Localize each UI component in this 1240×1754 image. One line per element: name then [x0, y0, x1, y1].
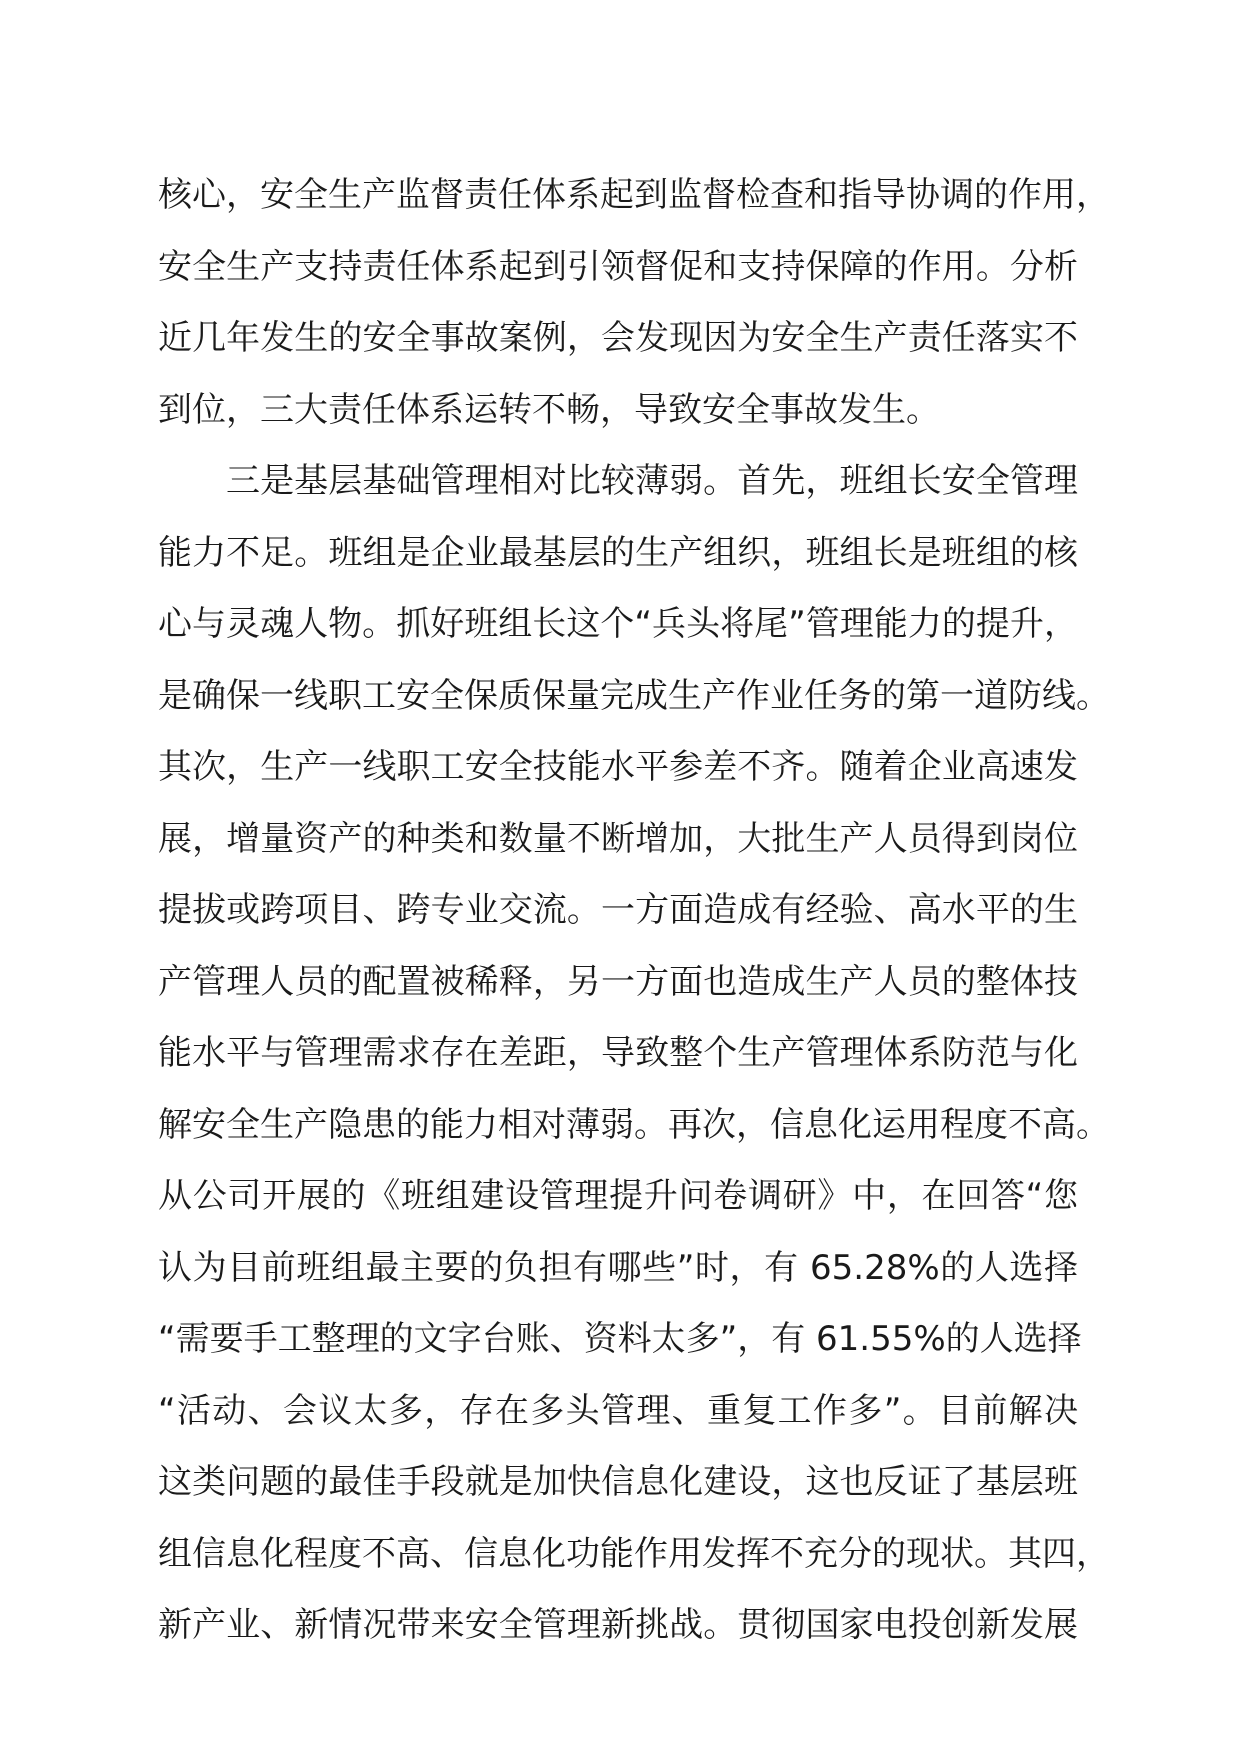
text-line: 产管理人员的配置被稀释，另一方面也造成生产人员的整体技	[158, 961, 1078, 1002]
body-text	[158, 160, 1110, 1662]
text-line: 安全生产支持责任体系起到引领督促和支持保障的作用。分析	[158, 246, 1078, 287]
text-line: 这类问题的最佳手段就是加快信息化建设，这也反证了基层班	[158, 1462, 1078, 1502]
text-line: 解安全生产隐患的能力相对薄弱。再次，信息化运用程度不高。	[158, 1104, 1110, 1145]
text-line: 认为目前班组最主要的负担有哪些”时，有 65.28%的人选择	[158, 1247, 1078, 1288]
text-line: “需要手工整理的文字台账、资料太多”，有 61.55%的人选择	[158, 1319, 1082, 1359]
text-line: 提拔或跨项目、跨专业交流。一方面造成有经验、高水平的生	[158, 890, 1078, 930]
text-line: 到位，三大责任体系运转不畅，导致安全事故发生。	[158, 389, 940, 430]
text-line: 能水平与管理需求存在差距，导致整个生产管理体系防范与化	[158, 1033, 1078, 1073]
text-line: 组信息化程度不高、信息化功能作用发挥不充分的现状。其四，	[158, 1533, 1110, 1574]
text-line: 是确保一线职工安全保质保量完成生产作业任务的第一道防线。	[158, 675, 1110, 716]
text-line: 展，增量资产的种类和数量不断增加，大批生产人员得到岗位	[158, 818, 1078, 859]
text-line: 核心，安全生产监督责任体系起到监督检查和指导协调的作用，	[158, 175, 1110, 215]
text-line: 其次，生产一线职工安全技能水平参差不齐。随着企业高速发	[158, 747, 1078, 787]
text-line: 从公司开展的《班组建设管理提升问卷调研》中，在回答“您	[158, 1176, 1078, 1216]
text-line: 心与灵魂人物。抓好班组长这个“兵头将尾”管理能力的提升，	[158, 604, 1078, 644]
text-line: 近几年发生的安全事故案例，会发现因为安全生产责任落实不	[158, 318, 1078, 358]
text-line: “活动、会议太多，存在多头管理、重复工作多”。目前解决	[158, 1390, 1078, 1431]
text-line: 能力不足。班组是企业最基层的生产组织，班组长是班组的核	[158, 532, 1078, 573]
text-line: 新产业、新情况带来安全管理新挑战。贯彻国家电投创新发展	[158, 1605, 1078, 1645]
paragraph-start-line: 三是基层基础管理相对比较薄弱。首先，班组长安全管理	[226, 461, 1078, 501]
